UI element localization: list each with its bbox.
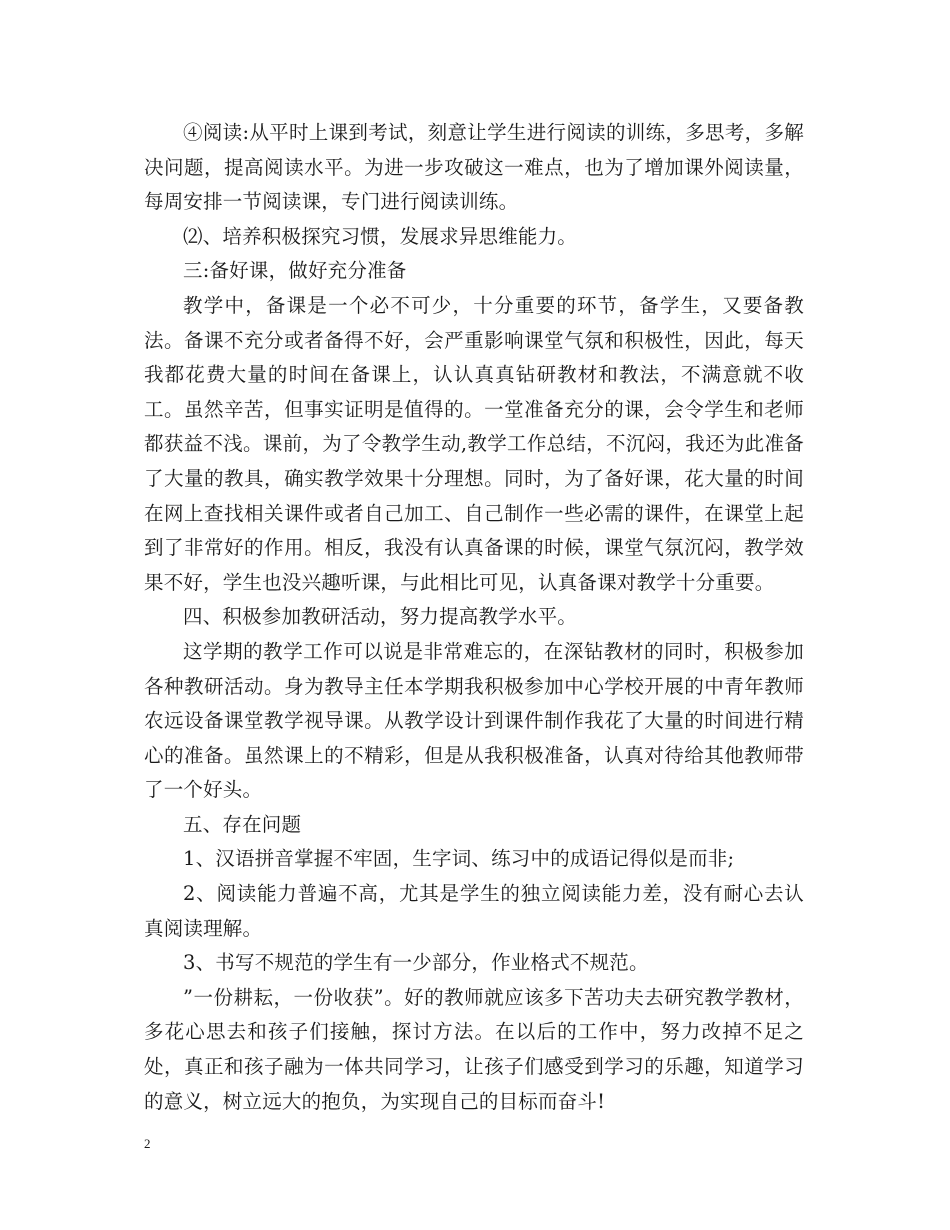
paragraph-conclusion: ”一份耕耘，一份收获”。好的教师就应该多下苦功夫去研究教学教材，多花心思去和孩子们接触，探讨方法。在以后的工作中，努力改掉不足之处，真正和孩子融为一体共同学习，让孩子们感受到学习的乐趣，知道学习的意义，树立远大的抱负，为实现自己的目标而奋斗! [144, 985, 804, 1113]
problem-item-reading: 2、阅读能力普遍不高，尤其是学生的独立阅读能力差，没有耐心去认真阅读理解。 [144, 882, 804, 940]
paragraph-inquiry-habits: ⑵、培养积极探究习惯，发展求异思维能力。 [183, 224, 578, 248]
section-heading-teaching-research: 四、积极参加教研活动，努力提高教学水平。 [183, 605, 578, 629]
section-heading-lesson-preparation: 三:备好课，做好充分准备 [183, 259, 407, 283]
page-number: 2 [144, 1136, 151, 1151]
paragraph-teaching-research: 这学期的教学工作可以说是非常难忘的，在深钻教材的同时，积极参加各种教研活动。身为教导主任本学期我积极参加中心学校开展的中青年教师农远设备课堂教学视导课。从教学设计到课件制作我花了大量的时间进行精心的准备。虽然课上的不精彩，但是从我积极准备，认真对待给其他教师带了一个好头。 [144, 639, 804, 802]
paragraph-lesson-preparation: 教学中，备课是一个必不可少，十分重要的环节，备学生，又要备教法。备课不充分或者备得不好，会严重影响课堂气氛和积极性，因此，每天我都花费大量的时间在备课上，认认真真钻研教材和教法，不满意就不收工。虽然辛苦，但事实证明是值得的。一堂准备充分的课，会令学生和老师都获益不浅。课前，为了令教学生动,教学工作总结，不沉闷，我还为此准备了大量的教具，确实教学效果十分理想。同时，为了备好课，花大量的时间在网上查找相关课件或者自己加工、自己制作一些必需的课件，在课堂上起到了非常好的作用。相反，我没有认真备课的时候，课堂气氛沉闷，教学效果不好，学生也没兴趣听课，与此相比可见，认真备课对教学十分重要。 [144, 293, 804, 594]
problem-item-writing: 3、书写不规范的学生有一少部分，作业格式不规范。 [183, 951, 649, 975]
section-heading-existing-problems: 五、存在问题 [183, 812, 302, 836]
paragraph-reading-training: ④阅读:从平时上课到考试，刻意让学生进行阅读的训练，多思考，多解决问题，提高阅读水平。为进一步攻破这一难点，也为了增加课外阅读量，每周安排一节阅读课，专门进行阅读训练。 [144, 121, 804, 214]
document-body [144, 116, 804, 1119]
problem-item-pinyin: 1、汉语拼音掌握不牢固，生字词、练习中的成语记得似是而非; [183, 847, 735, 871]
